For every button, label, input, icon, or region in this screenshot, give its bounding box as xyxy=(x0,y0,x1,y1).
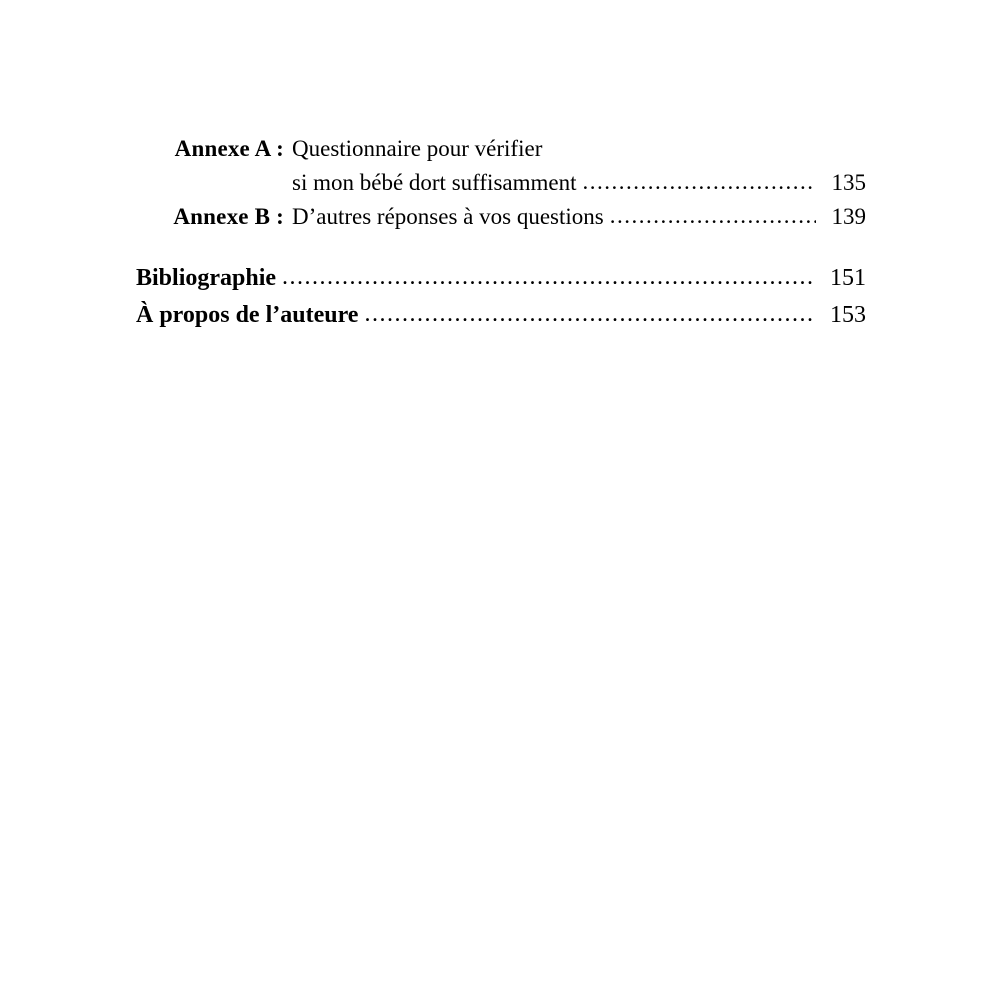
annex-body xyxy=(292,200,866,234)
annex-title-line2: si mon bébé dort suffisamment xyxy=(292,170,577,195)
annex-body xyxy=(292,166,866,200)
table-of-contents xyxy=(136,132,866,334)
annex-group xyxy=(136,132,866,234)
toc-entry-a-propos-de-lauteure[interactable] xyxy=(136,297,866,334)
annex-body xyxy=(292,132,866,166)
annex-label: Annexe B : xyxy=(173,204,284,229)
toc-entry-annexe-a-continuation[interactable] xyxy=(136,166,866,200)
dot-leader xyxy=(610,199,816,233)
dot-leader xyxy=(282,259,814,296)
annex-title-line1: D’autres réponses à vos questions xyxy=(292,204,604,229)
entry-title: À propos de l’auteure xyxy=(136,302,359,328)
toc-entry-bibliographie[interactable] xyxy=(136,260,866,297)
toc-main-entries xyxy=(136,260,866,334)
toc-entry-annexe-a[interactable] xyxy=(136,132,866,166)
annex-title-line1: Questionnaire pour vérifier xyxy=(292,136,543,161)
page-number: 139 xyxy=(831,204,866,229)
annex-label: Annexe A : xyxy=(174,136,284,161)
dot-leader xyxy=(364,296,814,333)
page-number: 135 xyxy=(831,170,866,195)
dot-leader xyxy=(582,165,816,199)
page-number: 151 xyxy=(830,265,866,291)
toc-entry-annexe-b[interactable] xyxy=(136,200,866,234)
entry-title: Bibliographie xyxy=(136,265,277,291)
page-number: 153 xyxy=(830,302,866,328)
